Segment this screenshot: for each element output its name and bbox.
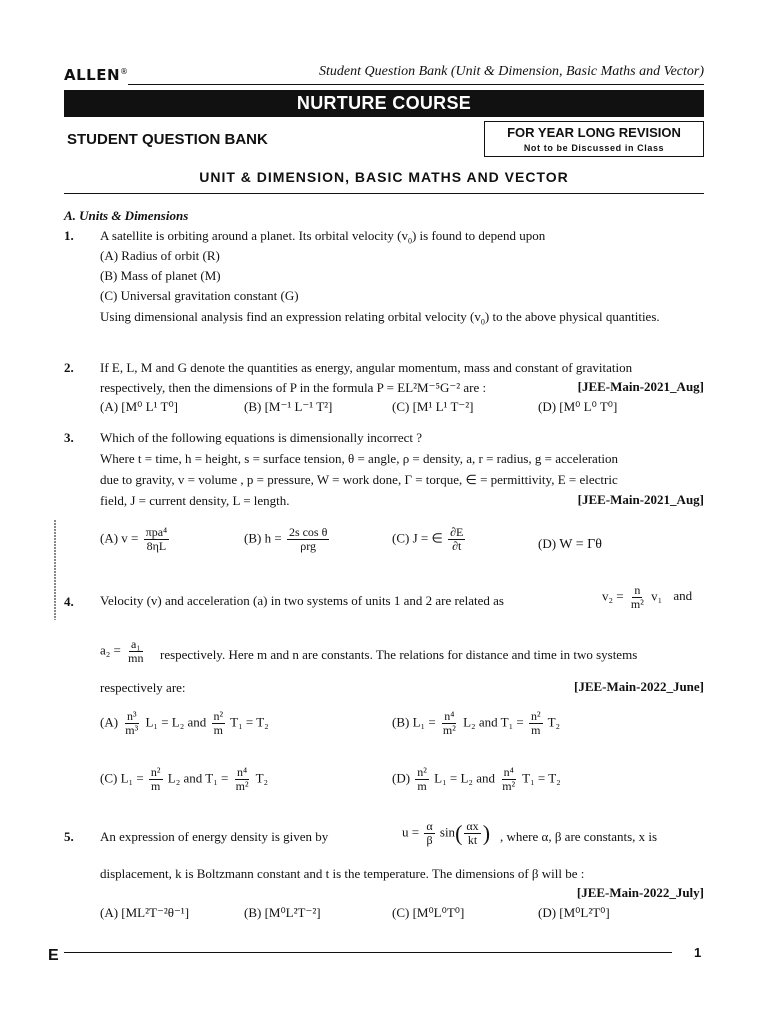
- q4-line3: respectively are:: [100, 680, 186, 695]
- q2-line1: If E, L, M and G denote the quantities as energy, angular momentum, mass and constant of gravitation: [100, 360, 633, 375]
- q4-line1: Velocity (v) and acceleration (a) in two systems of units 1 and 2 are related as: [100, 593, 504, 608]
- section-heading: A. Units & Dimensions: [64, 208, 189, 223]
- question-bank-title: STUDENT QUESTION BANK: [67, 131, 268, 148]
- question-number-5: 5.: [64, 829, 74, 844]
- revision-box: [484, 121, 704, 157]
- q3-line4: field, J = current density, L = length.: [100, 493, 290, 508]
- subject-rule: [64, 193, 704, 194]
- q2-exam-tag: [JEE-Main-2021_Aug]: [577, 379, 704, 394]
- subject-heading: UNIT & DIMENSION, BASIC MATHS AND VECTOR: [199, 169, 569, 185]
- q3-option-d: (D) W = Γθ: [538, 536, 602, 552]
- question-number-4: 4.: [64, 594, 74, 609]
- question-number-2: 2.: [64, 360, 74, 375]
- q1-tail: Using dimensional analysis find an expression relating orbital velocity $(v_0)$ to the above physical quantities.: [100, 309, 660, 327]
- q3-line2: Where t = time, h = height, s = surface tension, θ = angle, ρ = density, a, r = radius, g = acceleration: [100, 451, 619, 466]
- revision-box-line2: Not to be Discussed in Class: [523, 143, 665, 153]
- q4-option-a: (A) $\frac{\text{n³}}{\text{m³}}$ L₁ = L₂ and $\frac{\text{n²}}{m}$ T₁ = T₂: [100, 709, 269, 737]
- q3-option-a: (A) v = $\frac{\text{πpa⁴}}{8\eta L}$: [100, 525, 168, 553]
- q5-line1b: , where α, β are constants, x is: [500, 829, 658, 844]
- q5-option-b: (B) [M⁰L²T⁻²]: [244, 905, 321, 920]
- q5-exam-tag: [JEE-Main-2022_July]: [576, 885, 704, 900]
- footer-letter: E: [48, 947, 59, 964]
- question-number-3: 3.: [64, 430, 74, 445]
- q4-option-c: (C) L₁ = $\frac{\text{n²}}{m}$ L₂ and T₁ = $\frac{\text{n⁴}}{\text{m²}}$ T₂: [100, 765, 269, 793]
- course-banner: NURTURE COURSE: [64, 90, 704, 117]
- header-rule: [128, 84, 704, 85]
- q4-velocity-relation: v₂ = $\frac{n}{\text{m²}}$ v₁ and: [602, 583, 693, 611]
- q2-line2: respectively, then the dimensions of P in the formula P = EL²M⁻⁵G⁻² are :: [100, 380, 487, 395]
- q2-option-a: (A) [M⁰ L¹ T⁰]: [100, 399, 178, 414]
- q1-option-c: (C) Universal gravitation constant (G): [100, 288, 299, 303]
- page-number: 1: [694, 945, 702, 960]
- q5-option-a: (A) [ML²T⁻²θ⁻¹]: [100, 905, 190, 920]
- q3-exam-tag: [JEE-Main-2021_Aug]: [577, 492, 704, 507]
- q2-option-b: (B) [M⁻¹ L⁻¹ T²]: [244, 399, 333, 414]
- q2-option-c: (C) [M¹ L¹ T⁻²]: [392, 399, 474, 414]
- q3-line3: due to gravity, v = volume , p = pressure, W = work done, Γ = torque, ∈ = permittivity, E = electric: [100, 472, 618, 487]
- question-number-1: 1.: [64, 228, 74, 243]
- q3-line1: Which of the following equations is dimensionally incorrect ?: [100, 430, 423, 445]
- q4-option-b: (B) L₁ = $\frac{\text{n⁴}}{\text{m²}}$ L₂ and T₁ = $\frac{\text{n²}}{m}$ T₂: [392, 709, 561, 737]
- side-file-path-mark: [50, 520, 60, 620]
- q1-text: A satellite is orbiting around a planet. Its orbital velocity $(v_0)$ is found to depend upon: [100, 228, 546, 246]
- q5-energy-density-expression: u = $\frac{\alpha}{\beta}$ sin( $\frac{\alpha x}{kt}$ ): [402, 819, 491, 847]
- footer-rule: [64, 952, 672, 953]
- q4-exam-tag: [JEE-Main-2022_June]: [574, 679, 704, 694]
- q3-option-c: (C) J = ∈ $\frac{\partial E}{\partial t}$: [392, 525, 464, 553]
- q5-option-c: (C) [M⁰L⁰T⁰]: [392, 905, 465, 920]
- q4-acceleration-relation: a₂ = $\frac{\text{a₁}}{mn}$: [100, 637, 144, 665]
- logo-text: ALLEN: [64, 66, 121, 84]
- q5-option-d: (D) [M⁰L²T⁰]: [538, 905, 610, 920]
- q1-option-b: (B) Mass of planet (M): [100, 268, 221, 283]
- q1-option-a: (A) Radius of orbit (R): [100, 248, 220, 263]
- revision-box-line1: FOR YEAR LONG REVISION: [507, 125, 681, 140]
- registered-mark: ®: [120, 67, 129, 76]
- allen-logo: [64, 66, 129, 84]
- q2-option-d: (D) [M⁰ L⁰ T⁰]: [538, 399, 618, 414]
- running-title: Student Question Bank (Unit & Dimension, Basic Maths and Vector): [319, 64, 704, 79]
- q4-option-d: (D) $\frac{\text{n²}}{m}$ L₁ = L₂ and $\frac{\text{n⁴}}{\text{m²}}$ T₁ = T₂: [392, 765, 561, 793]
- q3-option-b: (B) h = $\frac{\text{2s cos θ}}{\text{ρrg}}$: [244, 525, 328, 553]
- q4-line2: respectively. Here m and n are constants. The relations for distance and time in two systems: [160, 647, 638, 662]
- q5-line2: displacement, k is Boltzmann constant and t is the temperature. The dimensions of β will be :: [100, 866, 585, 881]
- q5-line1a: An expression of energy density is given by: [100, 829, 329, 844]
